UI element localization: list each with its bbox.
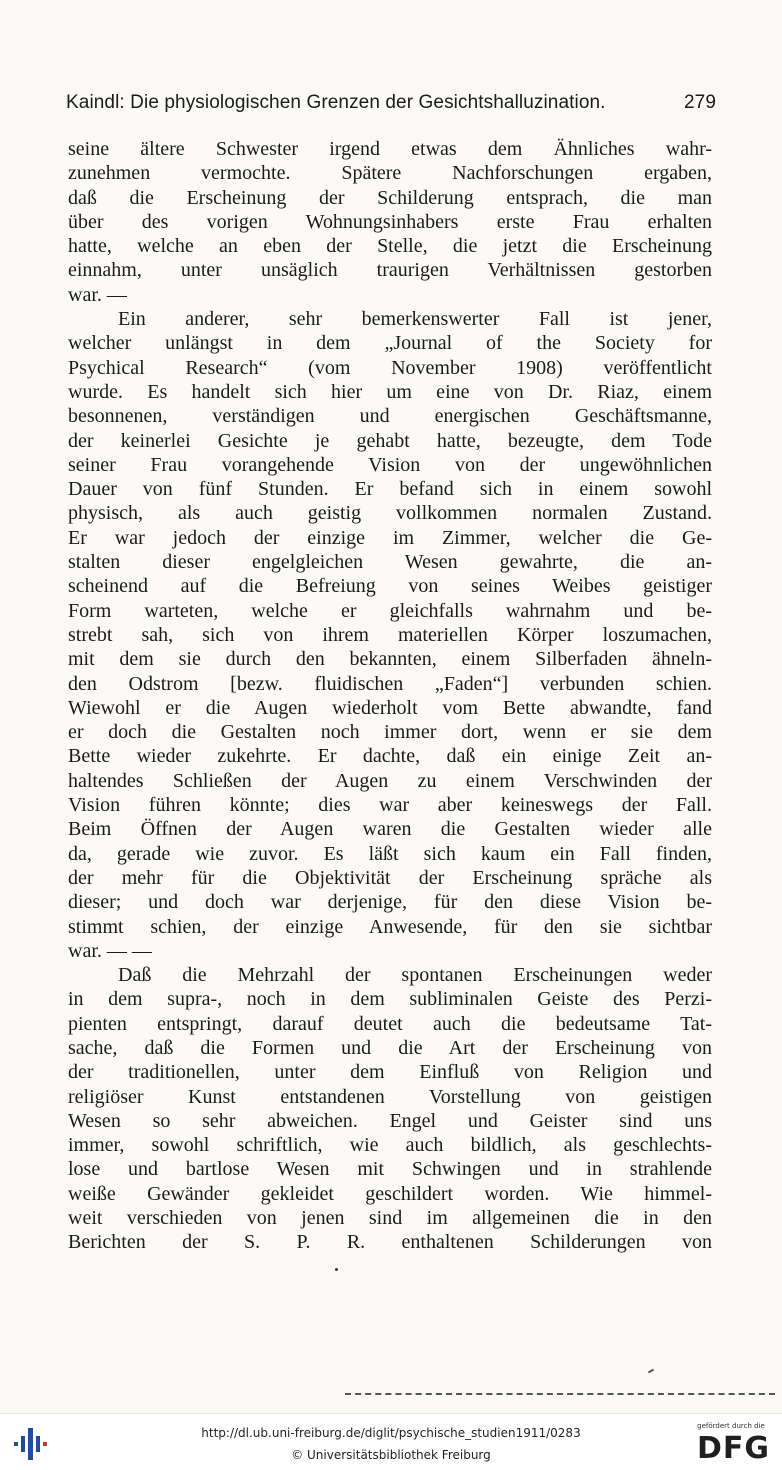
text-line: weiße Gewänder gekleidet geschildert worden. Wie himmel- — [68, 1182, 712, 1205]
text-line: physisch, als auch geistig vollkommen normalen Zustand. — [68, 502, 712, 525]
paragraph-start-line: Ein anderer, sehr bemerkenswerter Fall ist jener, — [118, 308, 712, 331]
text-line: immer, sowohl schriftlich, wie auch bildlich, als geschlechts- — [68, 1134, 712, 1157]
text-line: Form warteten, welche er gleichfalls wahrnahm und be- — [68, 599, 712, 622]
text-line: welcher unlängst in dem „Journal of the Society for — [68, 332, 712, 355]
page-edge-rule — [345, 1393, 775, 1395]
text-line: Berichten der S. P. R. enthaltenen Schilderungen von — [68, 1231, 712, 1254]
text-line: in dem supra-, noch in dem subliminalen Geiste des Perzi- — [68, 988, 712, 1011]
page-number: 279 — [683, 92, 716, 113]
text-line: Psychical Research“ (vom November 1908) veröffentlicht — [68, 356, 712, 379]
text-line: hatte, welche an eben der Stelle, die jetzt die Erscheinung — [68, 235, 712, 258]
text-line: der keinerlei Gesichte je gehabt hatte, bezeugte, dem Tode — [68, 429, 712, 452]
text-line: Beim Öffnen der Augen waren die Gestalten wieder alle — [68, 818, 712, 841]
dfg-logo: DFG — [696, 1431, 770, 1466]
text-line: der traditionellen, unter dem Einfluß von Religion und — [68, 1061, 712, 1084]
text-line: sache, daß die Formen und die Art der Erscheinung von — [68, 1036, 712, 1059]
text-line: er doch die Gestalten noch immer dort, wenn er sie dem — [68, 721, 712, 744]
text-line: seiner Frau vorangehende Vision von der ungewöhnlichen — [68, 453, 712, 476]
body-text — [68, 137, 712, 1255]
text-line: Dauer von fünf Stunden. Er befand sich in einem sowohl — [68, 478, 712, 501]
running-head — [66, 92, 716, 114]
text-line: einnahm, unter unsäglich traurigen Verhältnissen gestorben — [68, 259, 712, 282]
text-line: da, gerade wie zuvor. Es läßt sich kaum ein Fall finden, — [68, 842, 712, 865]
text-line: mit dem sie durch den bekannten, einem Silberfaden ähneln- — [68, 648, 712, 671]
text-line: stimmt schien, der einzige Anwesende, für den sie sichtbar — [68, 915, 712, 938]
text-line: strebt sah, sich von ihrem materiellen Körper loszumachen, — [68, 623, 712, 646]
digitization-footer — [0, 1413, 782, 1470]
text-line: war. — — [68, 283, 127, 306]
copyright-notice: © Universitätsbibliothek Freiburg — [291, 1448, 491, 1462]
text-line: Bette wieder zukehrte. Er dachte, daß ein einige Zeit an- — [68, 745, 712, 768]
text-line: lose und bartlose Wesen mit Schwingen und in strahlende — [68, 1158, 712, 1181]
text-line: über des vorigen Wohnungsinhabers erste Frau erhalten — [68, 210, 712, 233]
permalink-url[interactable]: http://dl.ub.uni-freiburg.de/diglit/psychische_studien1911/0283 — [201, 1426, 581, 1440]
running-title: Kaindl: Die physiologischen Grenzen der Gesichtshalluzination. — [66, 92, 606, 113]
text-line: pienten entspringt, darauf deutet auch die bedeutsame Tat- — [68, 1012, 712, 1035]
text-line: scheinend auf die Befreiung von seines Weibes geistiger — [68, 575, 712, 598]
text-line: weit verschieden von jenen sind im allgemeinen die in den — [68, 1207, 712, 1230]
text-line: Wesen so sehr abweichen. Engel und Geister sind uns — [68, 1109, 712, 1132]
text-line: Wiewohl er die Augen wiederholt vom Bette abwandte, fand — [68, 696, 712, 719]
text-line: stalten dieser engelgleichen Wesen gewahrte, die an- — [68, 551, 712, 574]
text-line: religiöser Kunst entstandenen Vorstellung von geistigen — [68, 1085, 712, 1108]
text-line: Vision führen könnte; dies war aber keineswegs der Fall. — [68, 794, 712, 817]
text-line: seine ältere Schwester irgend etwas dem Ähnliches wahr- — [68, 138, 712, 160]
text-line: wurde. Es handelt sich hier um eine von Dr. Riaz, einem — [68, 380, 712, 403]
text-line: haltendes Schließen der Augen zu einem Verschwinden der — [68, 769, 712, 792]
text-line: den Odstrom [bezw. fluidischen „Faden“] verbunden schien. — [68, 672, 712, 695]
text-line: zunehmen vermochte. Spätere Nachforschungen ergaben, — [68, 162, 712, 185]
text-line: Er war jedoch der einzige im Zimmer, welcher die Ge- — [68, 526, 712, 549]
ink-mark — [648, 1369, 654, 1374]
text-line: dieser; und doch war derjenige, für den diese Vision be- — [68, 891, 712, 914]
ink-speck — [335, 1268, 338, 1271]
text-line: der mehr für die Objektivität der Erscheinung spräche als — [68, 866, 712, 889]
text-line: daß die Erscheinung der Schilderung entsprach, die man — [68, 186, 712, 209]
paragraph-start-line: Daß die Mehrzahl der spontanen Erscheinungen weder — [118, 964, 712, 987]
text-line: besonnenen, verständigen und energischen Geschäftsmanne, — [68, 405, 712, 428]
dfg-caption: gefördert durch die — [697, 1422, 765, 1430]
text-line: war. — — — [68, 939, 152, 962]
